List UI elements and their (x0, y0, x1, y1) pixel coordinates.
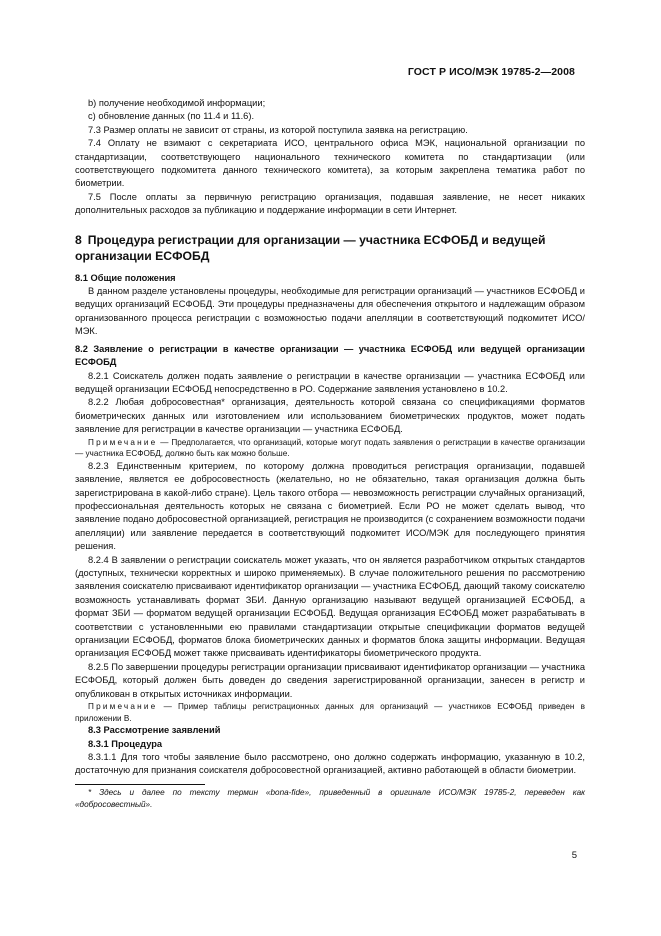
section-8-heading (75, 232, 585, 264)
note-1 (75, 437, 585, 460)
subsection-8-3-title: 8.3 Рассмотрение заявлений (88, 725, 221, 736)
paragraph-8-1: В данном разделе установлены процедуры, необходимые для регистрации организаций — участников ЕСФОБД и ведущих организаций ЕСФОБД. Эти процедуры предназначены для обеспечения открытого и надлежащим образом организованного процесса регистрации с возможностью подачи апелляции в соответствующий подкомитет ИСО/МЭК. (75, 286, 585, 337)
document-code-header: ГОСТ Р ИСО/МЭК 19785-2—2008 (407, 66, 575, 78)
list-item-b: b) получение необходимой информации; (88, 98, 266, 108)
subsection-8-2-title: 8.2 Заявление о регистрации в качестве организации — участника ЕСФОБД или ведущей организации ЕСФОБД (75, 343, 585, 368)
footnote-divider (75, 784, 205, 785)
paragraph-8-3-1-1: 8.3.1.1 Для того чтобы заявление было рассмотрено, оно должно содержать информацию, указанную в 10.2, достаточную для признания соискателя добросовестной организацией, активно работающей в области биометрии. (75, 752, 585, 776)
paragraph-8-2-2: 8.2.2 Любая добросовестная* организация, деятельность которой связана со спецификациями форматов биометрических данных или изготовлением или использованием биометрических продуктов, может подать заявление для регистрации в качестве организации — участника ЕСФОБД. (75, 397, 585, 435)
body-text (75, 97, 585, 810)
paragraph-8-2-5: 8.2.5 По завершении процедуры регистрации организации присваивают идентификатор организации — участника ЕСФОБД, который должен быть доведен до сведения зарегистрированной организации, занесен в регистр и опубликован в открытых источниках информации. (75, 661, 585, 699)
note-2-label: Примечание (88, 702, 158, 712)
list-item-c: c) обновление данных (по 11.4 и 11.6). (88, 111, 255, 122)
note-2 (75, 701, 585, 724)
footnote: * Здесь и далее по тексту термин «bona-fide», приведенный в оригинале ИСО/МЭК 19785-2, переведен как «добросовестный». (75, 787, 585, 809)
section-8-title: Процедура регистрации для организации — участника ЕСФОБД и ведущей организации ЕСФОБД (75, 232, 546, 263)
subsection-8-3-1-title: 8.3.1 Процедура (88, 738, 163, 749)
note-2-text: — Пример таблицы регистрационных данных для организаций — участников ЕСФОБД приведен в приложении В. (75, 702, 585, 723)
paragraph-8-2-1: 8.2.1 Соискатель должен подать заявление о регистрации в качестве организации — участника ЕСФОБД или ведущей организации ЕСФОБД непосредственно в РО. Содержание заявления установлено в 10.2. (75, 370, 585, 394)
paragraph-8-2-3: 8.2.3 Единственным критерием, по которому должна проводиться регистрация организации, подавшей заявление, является ее добросовестность (желательно, но не обязательно, такая организация должна быть зарегистрирована в какой-либо стране). Цель такого отбора — невозможность регистрации случайных организаций, профессиональная деятельность которых не связана с биометрией. Если РО не может сделать вывод, что заявление подано добросовестной организацией, регистрация не производится (с сохранением возможности подачи апелляции) или заявление передается в соответствующий подкомитет ИСО/МЭК для последующего принятия решения. (75, 460, 585, 552)
note-1-label: Примечание (88, 437, 158, 447)
paragraph-7-4: 7.4 Оплату не взимают с секретариата ИСО, центрального офиса МЭК, национальной организации по стандартизации, соответствующего национального технического комитета по стандартизации (или соответствующего подкомитета данного технического комитета), за которым закреплена тематика работ по биометрии. (75, 138, 585, 189)
paragraph-7-3: 7.3 Размер оплаты не зависит от страны, из которой поступила заявка на регистрацию. (88, 124, 468, 135)
paragraph-7-5: 7.5 После оплаты за первичную регистрацию организация, подавшая заявление, не несет никаких дополнительных расходов за публикацию и поддержание информации в сети Интернет. (75, 191, 585, 216)
section-8-number: 8 (75, 232, 82, 247)
paragraph-8-2-4: 8.2.4 В заявлении о регистрации соискатель может указать, что он является разработчиком открытых стандартов (доступных, технически корректных и широко применяемых). В случае положительного решения по рассмотрению заявления соискателю присваивают идентификатор организации — участника ЕСФОБД, дающий такому соискателю возможность устанавливать формат ЗБИ. Данную организацию называют ведущей организацией ЕСФОБД, а формат ЗБИ — форматом ведущей организации ЕСФОБД. Ведущая организация ЕСФОБД может разрабатывать в соответствии с установленными ею правилами стандартизации открытые спецификации форматов ведущей организации ЕСФОБД, форматов блока биометрических данных и форматов блока защиты информации. Ведущая организация ЕСФОБД может также присваивать идентификаторы биометрического продукта. (75, 554, 585, 659)
page-number: 5 (571, 850, 577, 861)
note-1-text: — Предполагается, что организаций, которые могут подать заявления о регистрации в качестве организации — участника ЕСФОБД, должно быть как можно больше. (75, 437, 585, 459)
subsection-8-1-title: 8.1 Общие положения (75, 272, 176, 283)
